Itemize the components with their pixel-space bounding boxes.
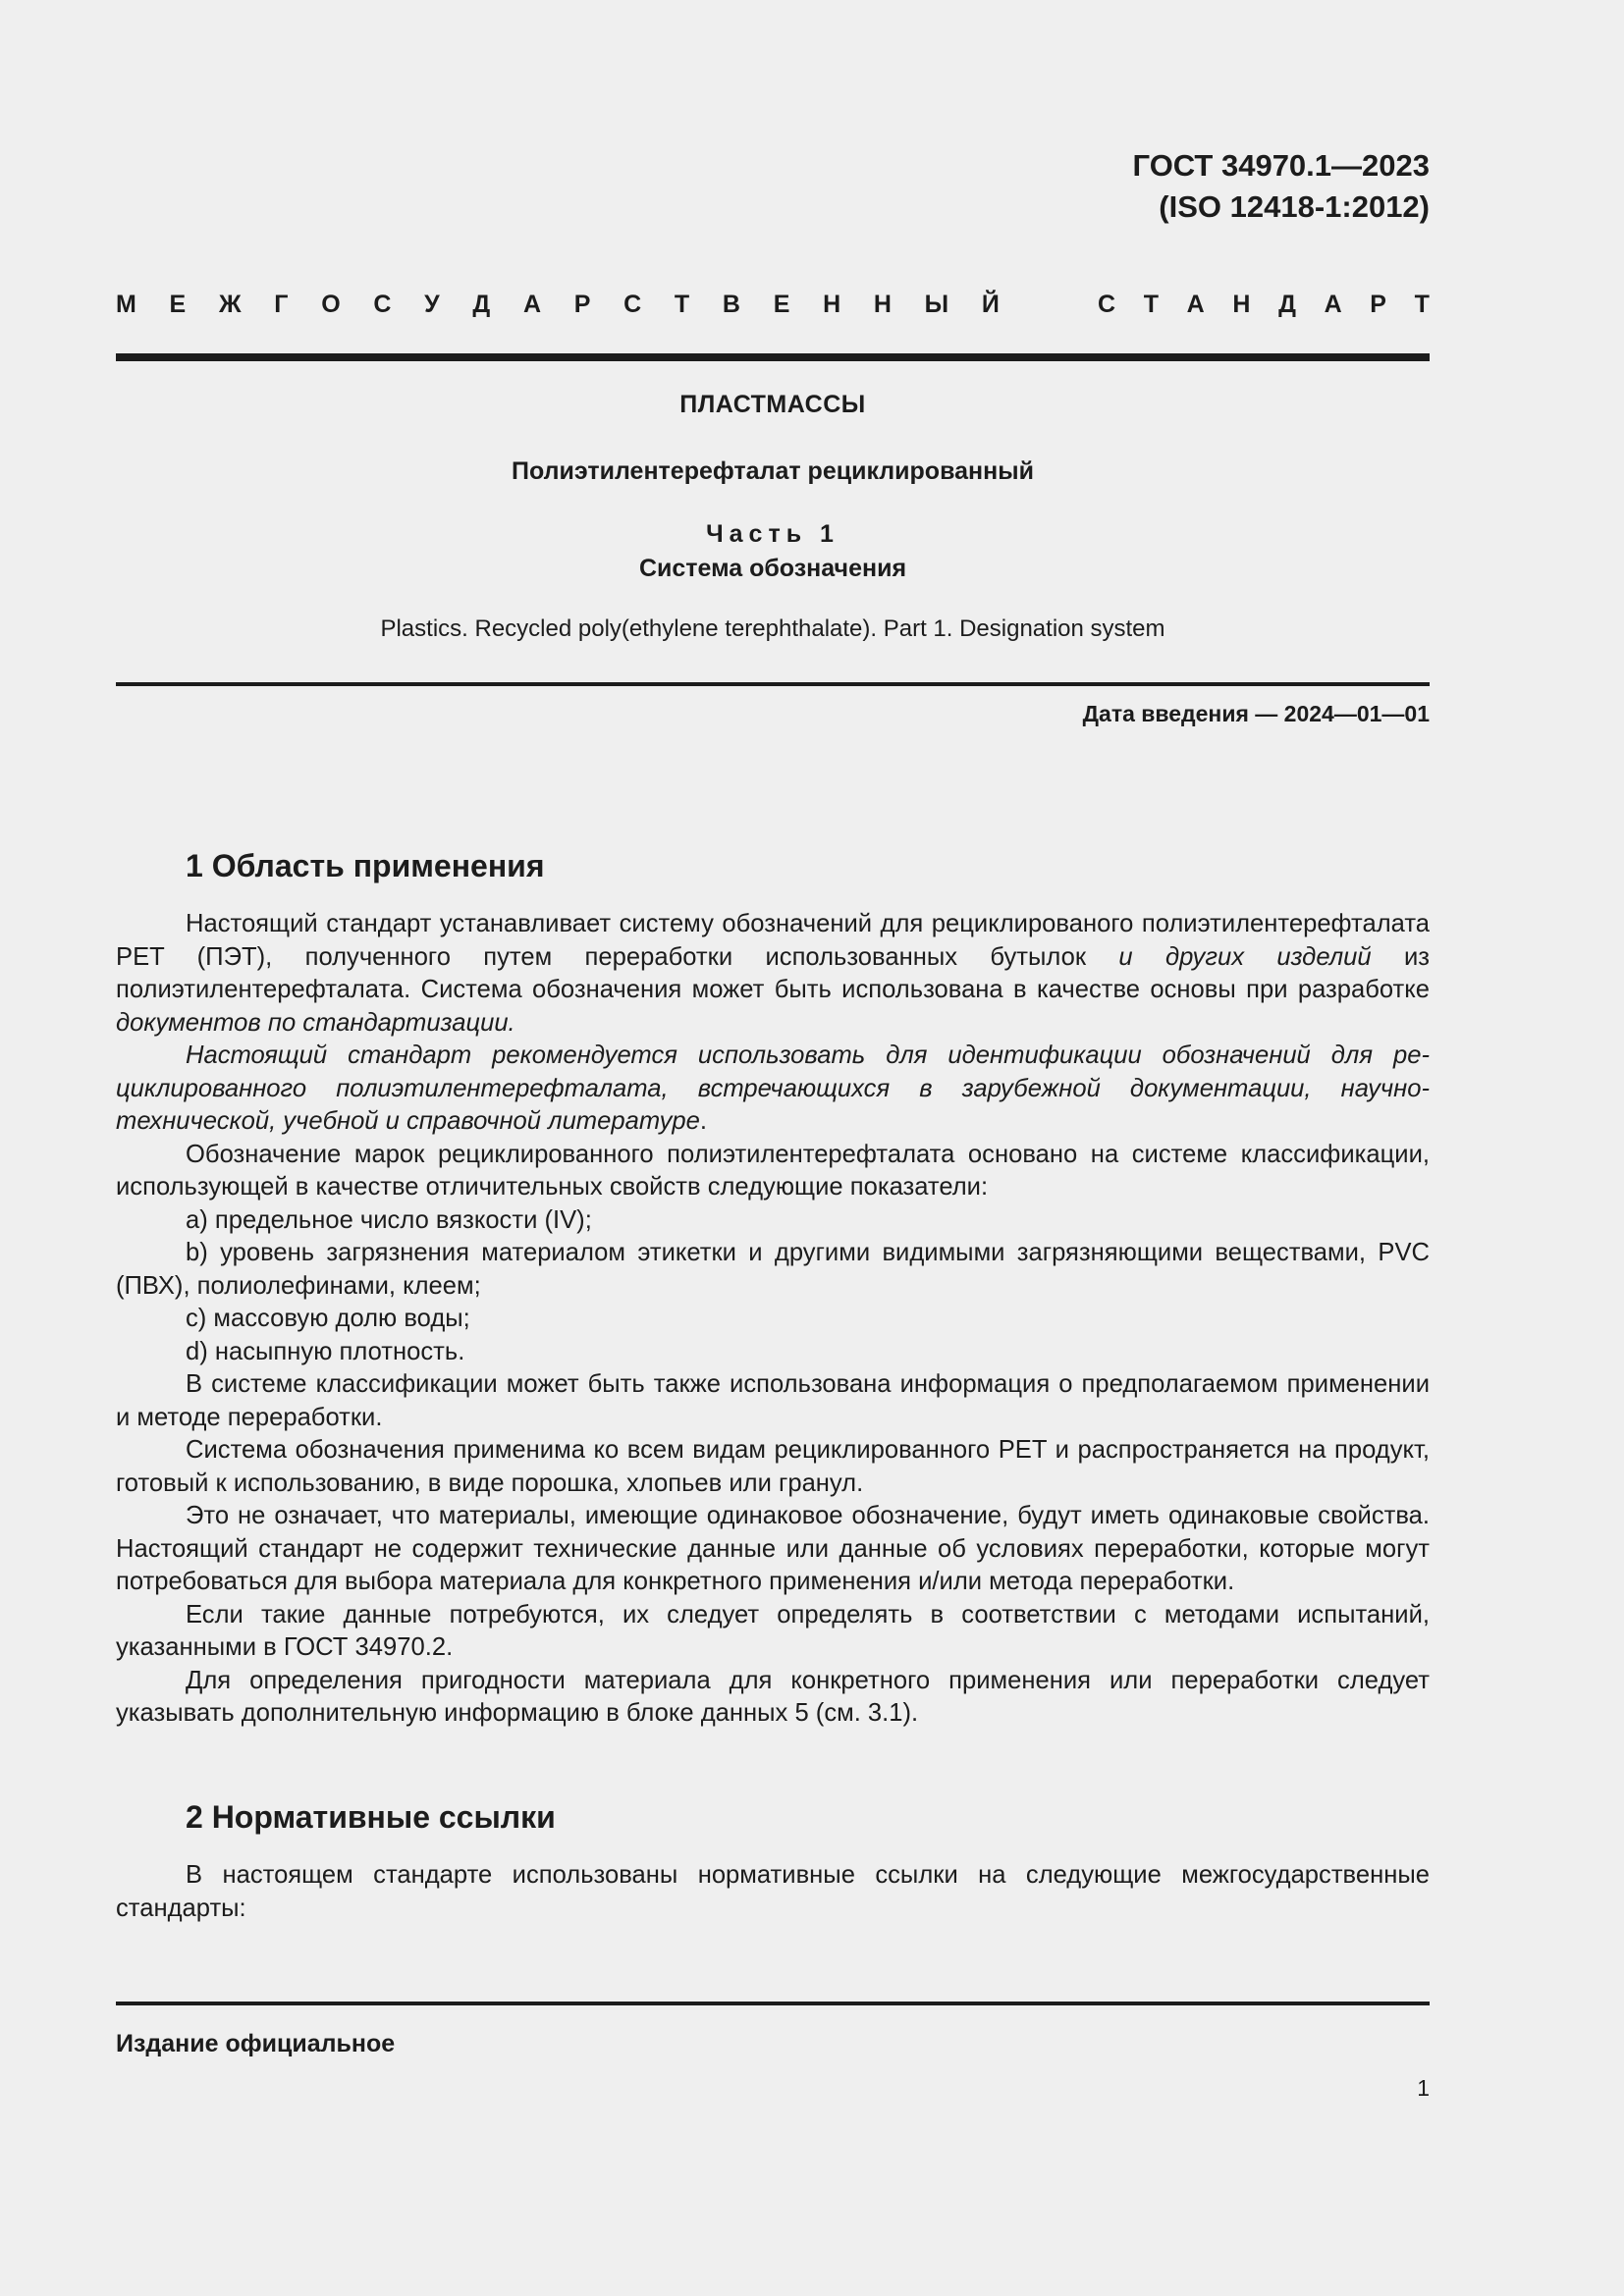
banner-letter: С bbox=[1098, 291, 1116, 318]
banner-letter: М bbox=[116, 291, 136, 318]
title-divider bbox=[116, 682, 1430, 686]
banner-letter: Н bbox=[873, 291, 892, 318]
list-item-b: b) уровень загрязнения материалом этикетки и другими видимыми загрязняющими веществами, PVC (ПВХ), полиолефинами, клеем; bbox=[116, 1239, 1430, 1300]
paragraph: Это не означает, что материалы, имеющие одинаковое обозначение, будут иметь одинаковые свойства. Настоящий стандарт не содержит технические данные или данные об условиях переработки, которые могут потребоваться для выбора материала для конкретного применения и/или метода переработки. bbox=[116, 1502, 1430, 1595]
banner-letter: Г bbox=[274, 291, 289, 318]
banner-letter: Ж bbox=[218, 291, 242, 318]
banner-letter: Е bbox=[773, 291, 790, 318]
banner-letter: Р bbox=[573, 291, 591, 318]
standard-designation bbox=[1133, 145, 1430, 228]
banner-letter: Д bbox=[1278, 291, 1296, 318]
section-1-heading: 1 Область применения bbox=[186, 848, 545, 883]
banner-letter: О bbox=[321, 291, 341, 318]
section-1-body bbox=[116, 908, 1430, 1731]
document-subtitle: Полиэтилентерефталат рециклированный bbox=[512, 457, 1034, 485]
section-2-body bbox=[116, 1859, 1430, 1925]
banner-letter: С bbox=[623, 291, 642, 318]
text: . bbox=[699, 1107, 707, 1135]
paragraph: В настоящем стандарте использованы нормативные ссылки на следующие межгосударственные стандарты: bbox=[116, 1861, 1430, 1922]
part-number: Часть 1 bbox=[706, 520, 839, 548]
banner-letter: Н bbox=[823, 291, 841, 318]
header-divider bbox=[116, 353, 1430, 361]
italic-text: и других изделий bbox=[1118, 942, 1372, 971]
banner-letter: А bbox=[1186, 291, 1205, 318]
text: из полиэтилентерефталата. Система обозначения может быть использована в качестве основы при разработке bbox=[116, 942, 1430, 1003]
page-number: 1 bbox=[1417, 2075, 1430, 2101]
paragraph: Для определения пригодности материала для конкретного применения или переработки следует указывать дополнительную информацию в блоке данных 5 (см. 3.1). bbox=[116, 1666, 1430, 1727]
list-item-a: a) предельное число вязкости (IV); bbox=[186, 1205, 592, 1234]
banner-letter: Н bbox=[1232, 291, 1251, 318]
paragraph: Если такие данные потребуются, их следует определять в соответствии с методами испытаний, указанными в ГОСТ 34970.2. bbox=[116, 1600, 1430, 1661]
footer-divider bbox=[116, 2002, 1430, 2005]
banner-letter: Й bbox=[981, 291, 1000, 318]
text: Настоящий стандарт устанавливает систему обозначений для рециклированого полиэтилентерефталата PET (ПЭТ), полученного путем переработки использованных бутылок bbox=[116, 910, 1430, 971]
banner-word-2 bbox=[1098, 291, 1430, 319]
gost-number: ГОСТ 34970.1—2023 bbox=[1132, 148, 1430, 183]
banner-letter: Р bbox=[1370, 291, 1386, 318]
banner-letter: А bbox=[1324, 291, 1342, 318]
paragraph bbox=[116, 1040, 1430, 1139]
banner-letter: А bbox=[522, 291, 542, 318]
paragraph: В системе классификации может быть также использована информация о предполагаемом применении и методе переработки. bbox=[116, 1370, 1430, 1431]
list-item-c: c) массовую долю воды; bbox=[186, 1305, 470, 1332]
paragraph: Система обозначения применима ко всем видам рециклированного PET и распространяется на продукт, готовый к использованию, в виде порошка, хлопьев или гранул. bbox=[116, 1436, 1430, 1497]
section-2-heading: 2 Нормативные ссылки bbox=[186, 1799, 556, 1835]
document-title: ПЛАСТМАССЫ bbox=[679, 391, 866, 418]
banner-letter: Д bbox=[472, 291, 491, 318]
banner-letter: Е bbox=[169, 291, 187, 318]
list-item-d: d) насыпную плотность. bbox=[186, 1337, 465, 1365]
paragraph bbox=[116, 908, 1430, 1040]
banner-letter: В bbox=[722, 291, 740, 318]
banner-letter: С bbox=[373, 291, 392, 318]
banner-letter: Т bbox=[1143, 291, 1159, 318]
official-edition-label: Издание официальное bbox=[116, 2030, 396, 2057]
english-title: Plastics. Recycled poly(ethylene terephthalate). Part 1. Designation system bbox=[380, 615, 1165, 642]
banner-letter: Т bbox=[1414, 291, 1430, 318]
banner-letter: Ы bbox=[924, 291, 949, 318]
italic-text: документов по стандартизации. bbox=[116, 1008, 515, 1037]
iso-number: (ISO 12418-1:2012) bbox=[1159, 189, 1430, 224]
introduction-date: Дата введения — 2024—01—01 bbox=[1082, 701, 1430, 726]
italic-text: Настоящий стандарт рекомендуется использовать для идентификации обозначений для рециклированного полиэтилентерефталата, встречающихся в зарубежной документации, научно-технической, учебной и справочной литературе bbox=[116, 1041, 1430, 1135]
paragraph: Обозначение марок рециклированного полиэтилентерефталата основано на системе классификации, использующей в качестве отличительных свойств следующие показатели: bbox=[116, 1140, 1430, 1201]
interstate-standard-banner bbox=[116, 291, 1430, 319]
banner-letter: У bbox=[424, 291, 440, 318]
part-name: Система обозначения bbox=[638, 555, 907, 582]
banner-word-1 bbox=[116, 291, 1000, 319]
banner-letter: Т bbox=[674, 291, 690, 318]
